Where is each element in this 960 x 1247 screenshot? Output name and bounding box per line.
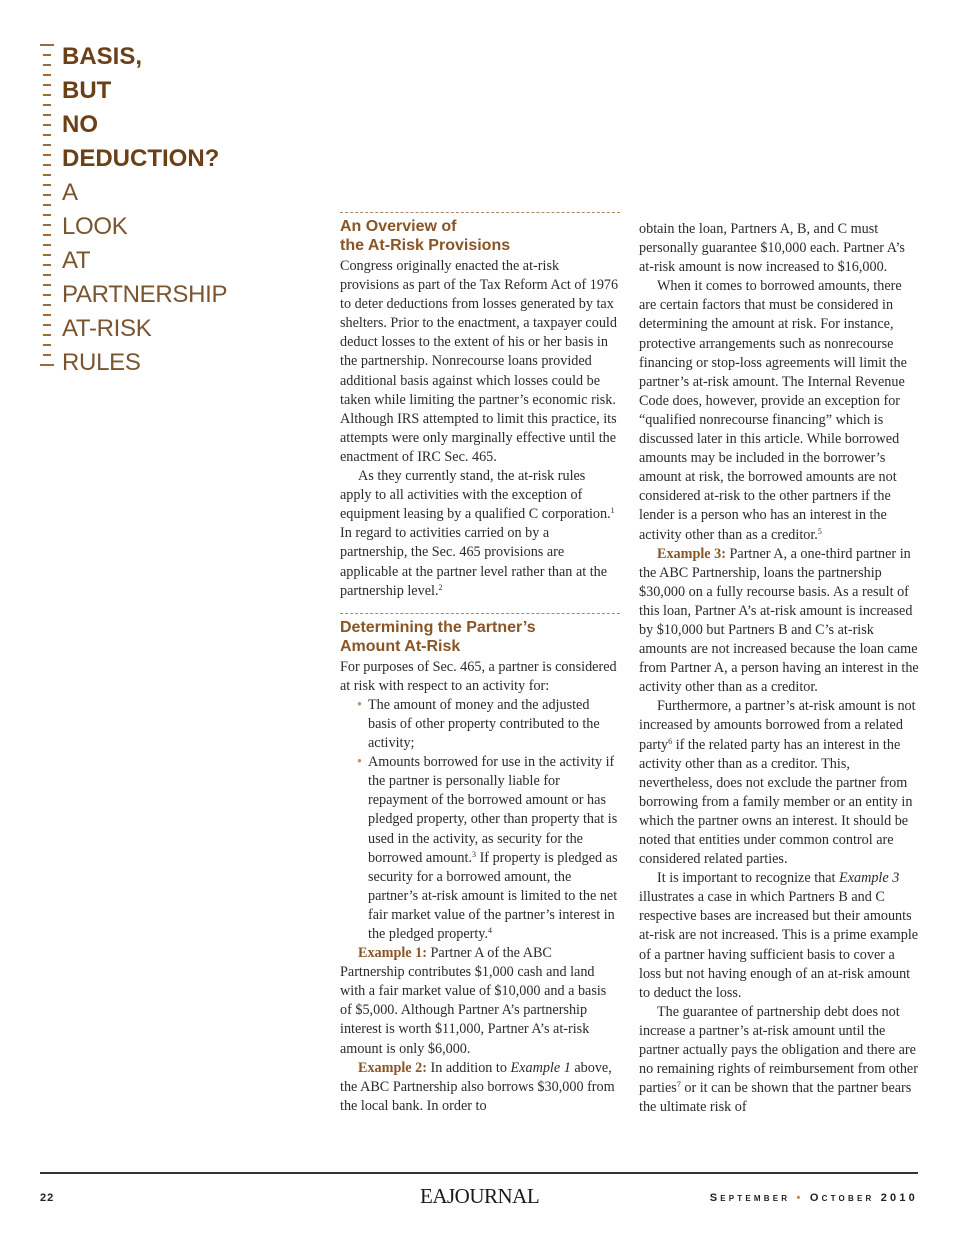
paragraph [340, 467, 620, 601]
title-line-6: LOOK [62, 213, 128, 240]
section-heading-amount-at-risk [340, 618, 620, 656]
text-run: Furthermore, a partner’s at-risk amount is not increased by amounts borrowed from a related party [639, 698, 916, 753]
title-line-1: BASIS, [62, 43, 143, 70]
heading-line: An Overview of [340, 218, 457, 235]
section-divider [340, 613, 620, 614]
footnote-ref: 6 [668, 736, 673, 746]
text-run: In addition to [426, 1059, 511, 1076]
footnote-ref: 2 [438, 582, 443, 592]
example-label: Example 3: [657, 545, 726, 562]
text-run: If property is pledged as security for a borrowed amount, the partner’s at-risk amount is limited to the net fair market value of the partner’s interest in the pledged property. [368, 849, 618, 942]
title-line-9: AT-RISK [62, 315, 152, 342]
title-line-3: NO [62, 111, 98, 138]
journal-logo: EAJOURNAL [420, 1184, 540, 1208]
footnote-ref: 4 [488, 926, 493, 935]
footnote-ref: 3 [472, 849, 477, 859]
title-line-5: A [62, 179, 78, 206]
text-run: Amounts borrowed for use in the activity if the partner is personally liable for repayment of the borrowed amount or has pledged property, other than property that is used in the activity, as security for the borrowed amount. [368, 754, 618, 866]
example-paragraph [340, 1059, 620, 1116]
example-paragraph [639, 545, 919, 698]
text-run: As they currently stand, the at-risk rules apply to all activities with the exception of equipment leasing by a qualified C corporation. [340, 468, 611, 523]
bullet-list [340, 696, 620, 944]
column-middle [340, 212, 620, 1116]
title-line-7: AT [62, 247, 91, 274]
issue-month-1: September [709, 1192, 791, 1204]
text-run: It is important to recognize that [657, 870, 840, 887]
title-line-10: RULES [62, 349, 141, 376]
issue-date [710, 1192, 918, 1204]
heading-line: Determining the Partner’s [340, 618, 536, 636]
example-ref: Example 3 [839, 870, 900, 887]
example-paragraph [340, 944, 620, 1059]
footer-rule [40, 1172, 918, 1174]
issue-month-2: October 2010 [809, 1192, 918, 1204]
paragraph: Congress originally enacted the at-risk provisions as part of the Tax Reform Act of 1976 to deter deductions from losses generated by tax shelters. Prior to the enactment, a taxpayer could deduct losses to the extent of his or her basis in the partnership. Nonrecourse loans provided additional basis against which losses could be taken while limiting the partner’s economic risk. Although IRS attempted to limit this practice, its attempts were only marginally effective until the enactment of IRC Sec. 465. [340, 258, 619, 465]
section-divider [340, 212, 620, 213]
text-run: if the related party has an interest in the activity other than as a creditor. This, nevertheless, does not exclude the partner from borrowing from a family member or an entity in which the partner owns an interest. It should be noted that entities under common control are considered related parties. [639, 736, 913, 868]
decorative-ruler [40, 44, 54, 370]
heading-line: the At-Risk Provisions [340, 237, 511, 254]
text-run: above, the ABC Partnership also borrows $30,000 from the local bank. In order to [340, 1059, 615, 1114]
text-run: or it can be shown that the partner bears the ultimate risk of [639, 1080, 912, 1116]
example-ref: Example 1 [510, 1059, 571, 1076]
section-heading-overview [340, 217, 620, 255]
paragraph [639, 869, 919, 1003]
text-run: When it comes to borrowed amounts, there are certain factors that must be considered in determining the amount at risk. For instance, protective arrangements such as nonrecourse financing or stop-loss agreements will limit the partner’s at-risk amount. The Internal Revenue Code does, however, provide an exception for “qualified nonrecourse financing” which is discussed later in this article. While borrowed amounts may be included in the borrower’s amount at risk, the borrowed amounts are not considered at-risk to the other partners if the lender is a person who has an interest in the activity other than as a creditor. [639, 278, 907, 543]
footnote-ref: 5 [817, 526, 822, 536]
text-run: Partner A of the ABC Partnership contributes $1,000 cash and land with a fair market value of $10,000 and a basis of $5,000. Although Partner A’s partnership interest is worth $11,000, Partner A’s at-risk amount is only $6,000. [340, 945, 607, 1057]
title-line-4: DEDUCTION? [62, 145, 220, 172]
paragraph: obtain the loan, Partners A, B, and C must personally guarantee $10,000 each. Partner A’s at-risk amount is now increased to $16,000. [639, 221, 905, 276]
example-label: Example 2: [358, 1059, 427, 1076]
text-run: illustrates a case in which Partners B and C respective bases are increased but their amounts at-risk are not increased. This is a prime example of a partner having sufficient basis to cover a loss but not having enough of an at-risk amount to deduct the loss. [639, 889, 919, 1001]
example-label: Example 1: [358, 945, 427, 962]
paragraph [639, 697, 919, 869]
title-line-2: BUT [62, 77, 112, 104]
paragraph [639, 1003, 919, 1118]
text-run: Partner A, a one-third partner in the ABC Partnership, loans the partnership $30,000 on a fully recourse basis. As a result of this loan, Partner A’s at-risk amount is increased by $10,000 but Partners B and C’s at-risk amounts are not increased because the loan came from Partner A, a person having an interest in the activity other than as a creditor. [639, 545, 919, 696]
page-number: 22 [40, 1192, 55, 1204]
footnote-ref: 7 [676, 1080, 681, 1090]
column-right [639, 220, 919, 1117]
text-run: In regard to activities carried on by a partnership, the Sec. 465 provisions are applicable at the partner level rather than at the partnership level. [340, 525, 608, 599]
separator-dot: • [796, 1192, 804, 1204]
paragraph [639, 277, 919, 544]
text-run: The guarantee of partnership debt does not increase a partner’s at-risk amount until the partner actually pays the obligation and there are no remaining rights of reimbursement from other parties [639, 1003, 918, 1097]
heading-line: Amount At-Risk [340, 637, 461, 655]
list-item: • The amount of money and the adjusted basis of other property contributed to the activity; [368, 696, 620, 753]
footnote-ref: 1 [610, 506, 615, 516]
list-item [368, 753, 620, 944]
title-line-8: PARTNERSHIP [62, 281, 228, 308]
paragraph: For purposes of Sec. 465, a partner is considered at risk with respect to an activity for: [340, 658, 617, 694]
